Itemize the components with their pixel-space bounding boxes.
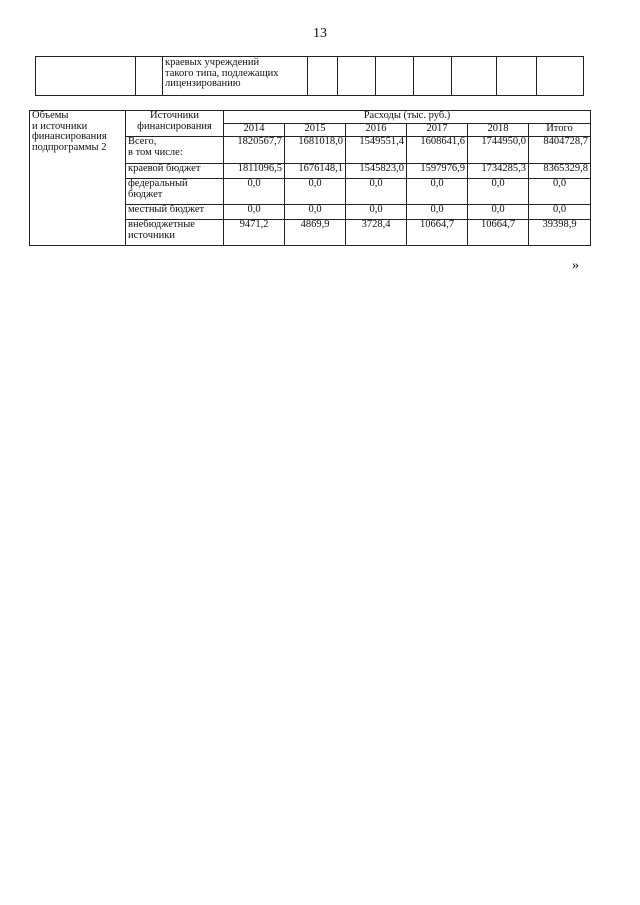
- table-cell: [452, 57, 497, 96]
- label-line: Объемы: [32, 110, 69, 121]
- closing-quote: »: [572, 258, 579, 273]
- table-cell: [36, 57, 136, 96]
- value-cell: 8404728,7: [529, 137, 591, 164]
- page-number: 13: [313, 26, 327, 41]
- row-label: [126, 220, 224, 246]
- value-cell: 0,0: [285, 205, 346, 220]
- value-cell: 9471,2: [224, 220, 285, 246]
- value-cell: 1549551,4: [346, 137, 407, 164]
- table-cell: [136, 57, 163, 96]
- table-cell: [497, 57, 537, 96]
- value-cell: 1811096,5: [224, 164, 285, 179]
- year-header: 2017: [407, 124, 468, 137]
- label-line: и источники: [32, 120, 88, 132]
- header-line: финансирования: [137, 120, 212, 132]
- expenses-header: Расходы (тыс. руб.): [224, 111, 591, 124]
- value-cell: 0,0: [529, 179, 591, 205]
- row-label: [126, 137, 224, 164]
- row-label-line: краевой бюджет: [128, 163, 201, 174]
- sources-header-cell: [126, 111, 224, 137]
- description-line: краевых учреждений: [165, 57, 260, 68]
- table-cell-description: [163, 57, 308, 96]
- description-line: лицензированию: [165, 78, 241, 89]
- table-cell: [414, 57, 452, 96]
- value-cell: 1545823,0: [346, 164, 407, 179]
- row-label: [126, 205, 224, 220]
- value-cell: 0,0: [346, 179, 407, 205]
- value-cell: 1597976,9: [407, 164, 468, 179]
- description-line: такого типа, подлежащих: [165, 67, 279, 79]
- label-line: подпрограммы 2: [32, 141, 107, 153]
- value-cell: 10664,7: [407, 220, 468, 246]
- row-label-line: источники: [128, 229, 175, 241]
- value-cell: 1608641,6: [407, 137, 468, 164]
- value-cell: 0,0: [224, 179, 285, 205]
- value-cell: 1676148,1: [285, 164, 346, 179]
- row-label-line: в том числе:: [128, 146, 183, 158]
- value-cell: 0,0: [346, 205, 407, 220]
- label-line: финансирования: [32, 131, 107, 142]
- table-cell: [338, 57, 376, 96]
- row-label-line: местный бюджет: [128, 204, 205, 215]
- financing-table: [29, 110, 591, 246]
- total-header: Итого: [529, 124, 591, 137]
- table-cell: [308, 57, 338, 96]
- value-cell: 0,0: [468, 179, 529, 205]
- year-header: 2015: [285, 124, 346, 137]
- continued-table-row: [35, 56, 584, 96]
- row-label: [126, 164, 224, 179]
- value-cell: 4869,9: [285, 220, 346, 246]
- value-cell: 8365329,8: [529, 164, 591, 179]
- year-header: 2018: [468, 124, 529, 137]
- value-cell: 0,0: [285, 179, 346, 205]
- table-cell: [376, 57, 414, 96]
- subprogram-label-cell: [30, 111, 126, 246]
- header-line: Источники: [150, 110, 199, 121]
- row-label-line: внебюджетные: [128, 219, 195, 230]
- value-cell: 0,0: [224, 205, 285, 220]
- value-cell: 1744950,0: [468, 137, 529, 164]
- value-cell: 0,0: [407, 179, 468, 205]
- value-cell: 0,0: [529, 205, 591, 220]
- row-label-line: федеральный: [128, 178, 188, 189]
- value-cell: 3728,4: [346, 220, 407, 246]
- value-cell: 0,0: [407, 205, 468, 220]
- value-cell: 39398,9: [529, 220, 591, 246]
- row-label: [126, 179, 224, 205]
- value-cell: 1681018,0: [285, 137, 346, 164]
- value-cell: 1734285,3: [468, 164, 529, 179]
- year-header: 2014: [224, 124, 285, 137]
- value-cell: 1820567,7: [224, 137, 285, 164]
- value-cell: 10664,7: [468, 220, 529, 246]
- row-label-line: Всего,: [128, 136, 157, 147]
- row-label-line: бюджет: [128, 188, 163, 200]
- year-header: 2016: [346, 124, 407, 137]
- value-cell: 0,0: [468, 205, 529, 220]
- table-cell: [537, 57, 584, 96]
